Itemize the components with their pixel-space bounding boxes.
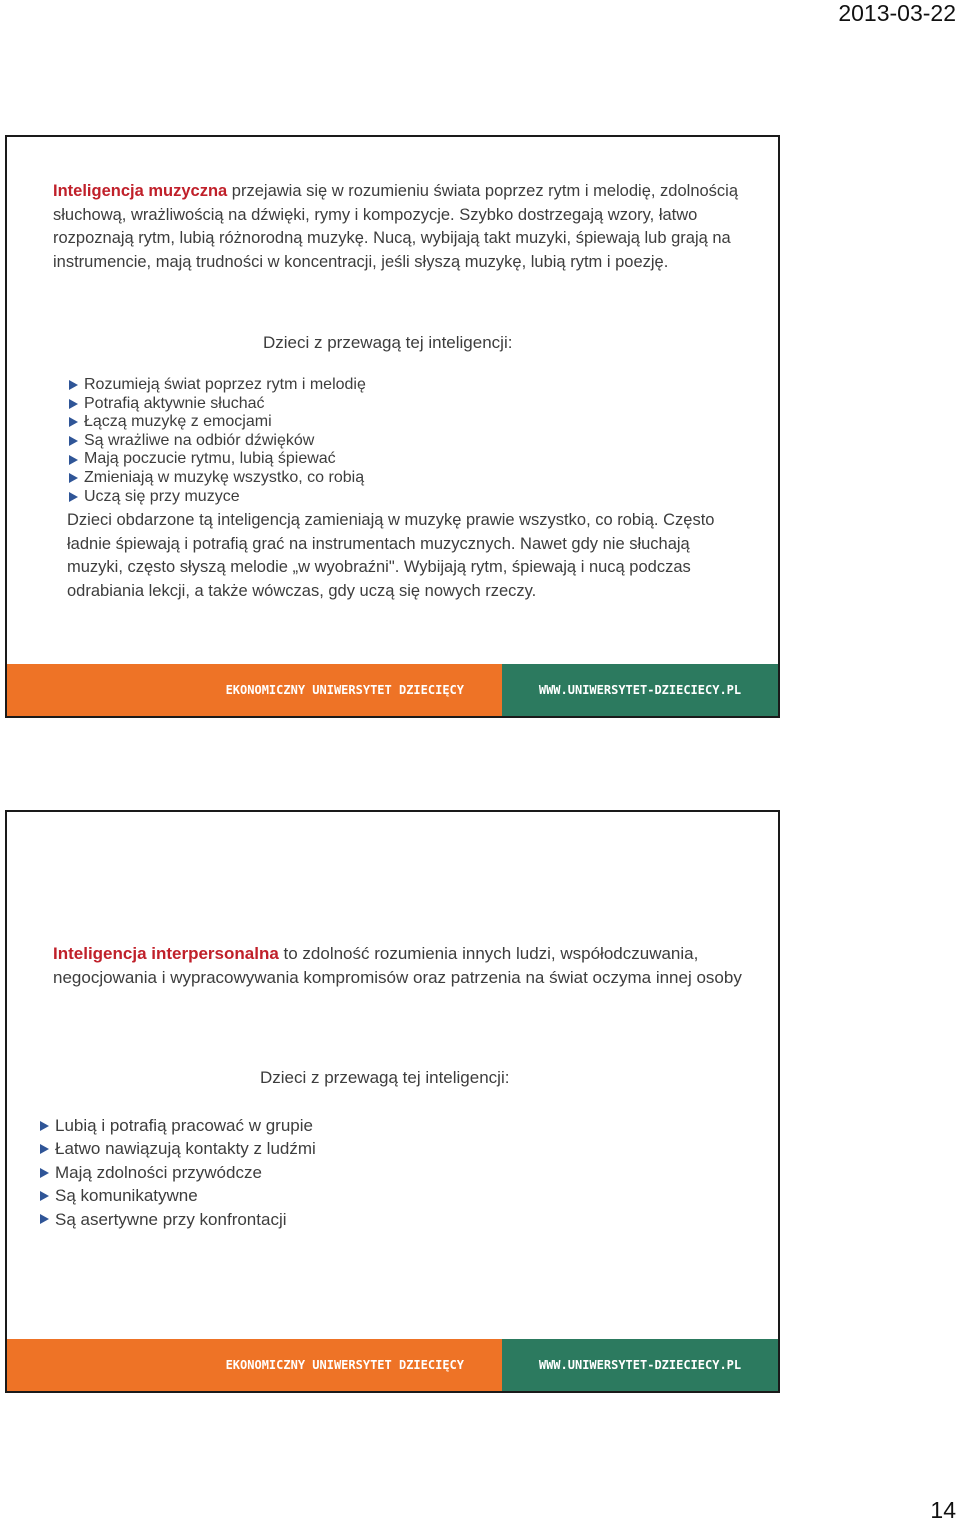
list-item: Są komunikatywne xyxy=(40,1184,316,1207)
list-item: Łączą muzykę z emocjami xyxy=(69,413,366,432)
slide-subheading: Dzieci z przewagą tej inteligencji: xyxy=(260,1068,510,1087)
list-item: Lubią i potrafią pracować w grupie xyxy=(40,1114,316,1137)
slide-intro xyxy=(53,180,753,274)
triangle-bullet-icon xyxy=(69,455,78,465)
list-item: Rozumieją świat poprzez rytm i melodię xyxy=(69,376,366,395)
bullet-list xyxy=(69,376,366,506)
intro-text: przejawia się w rozumieniu świata poprzez rytm i melodię, zdolnością słuchową, wrażliwością na dźwięki, rymy i kompozycje. Szybko dostrzegają wzory, łatwo rozpoznają rytm, lubią różnorodną muzykę. Nucą, wybijają takt muzyki, śpiewają lub grają na instrumencie, mają trudności w koncentracji, jeśli słyszą muzykę, lubią rytm i poezję. xyxy=(53,182,739,271)
footer-website-link[interactable]: WWW.UNIWERSYTET-DZIECIECY.PL xyxy=(502,664,778,716)
triangle-bullet-icon xyxy=(40,1121,49,1131)
triangle-bullet-icon xyxy=(40,1168,49,1178)
bullet-list xyxy=(40,1114,316,1231)
triangle-bullet-icon xyxy=(69,380,78,390)
slide-footer xyxy=(7,664,778,716)
triangle-bullet-icon xyxy=(69,436,78,446)
intro-highlight: Inteligencja interpersonalna xyxy=(53,944,279,963)
slide-body-text: Dzieci obdarzone tą inteligencją zamieniają w muzykę prawie wszystko, co robią. Często ładnie śpiewają i potrafią grać na instrumentach muzycznych. Nawet gdy nie słuchają muzyki, często słyszą melodie „w wyobraźni". Wybijają rytm, śpiewają i nucą podczas odrabiania lekcji, a także wówczas, gdy uczą się nowych rzeczy. xyxy=(67,511,715,600)
footer-brand-name: EKONOMICZNY UNIWERSYTET DZIECIĘCY xyxy=(7,1339,502,1391)
slide-intro xyxy=(53,942,753,989)
intro-text: to zdolność rozumienia innych ludzi, współodczuwania, negocjowania i wypracowywania kompromisów oraz patrzenia na świat oczyma innej osoby xyxy=(53,944,742,987)
triangle-bullet-icon xyxy=(40,1144,49,1154)
list-item: Mają zdolności przywódcze xyxy=(40,1161,316,1184)
triangle-bullet-icon xyxy=(69,399,78,409)
list-item: Są wrażliwe na odbiór dźwięków xyxy=(69,432,366,451)
slide-footer xyxy=(7,1339,778,1391)
footer-brand-name: EKONOMICZNY UNIWERSYTET DZIECIĘCY xyxy=(7,664,502,716)
list-item: Uczą się przy muzyce xyxy=(69,488,366,507)
triangle-bullet-icon xyxy=(40,1191,49,1201)
list-item: Mają poczucie rytmu, lubią śpiewać xyxy=(69,450,366,469)
slide-musical-intelligence xyxy=(5,135,780,718)
footer-website-link[interactable]: WWW.UNIWERSYTET-DZIECIECY.PL xyxy=(502,1339,778,1391)
triangle-bullet-icon xyxy=(40,1214,49,1224)
header-date: 2013-03-22 xyxy=(838,0,956,26)
list-item: Łatwo nawiązują kontakty z ludźmi xyxy=(40,1137,316,1160)
slide-subheading: Dzieci z przewagą tej inteligencji: xyxy=(263,333,513,352)
page-number: 14 xyxy=(930,1497,956,1523)
slide-interpersonal-intelligence xyxy=(5,810,780,1393)
triangle-bullet-icon xyxy=(69,473,78,483)
list-item: Zmieniają w muzykę wszystko, co robią xyxy=(69,469,366,488)
list-item: Potrafią aktywnie słuchać xyxy=(69,395,366,414)
list-item: Są asertywne przy konfrontacji xyxy=(40,1208,316,1231)
triangle-bullet-icon xyxy=(69,492,78,502)
intro-highlight: Inteligencja muzyczna xyxy=(53,182,228,200)
triangle-bullet-icon xyxy=(69,417,78,427)
